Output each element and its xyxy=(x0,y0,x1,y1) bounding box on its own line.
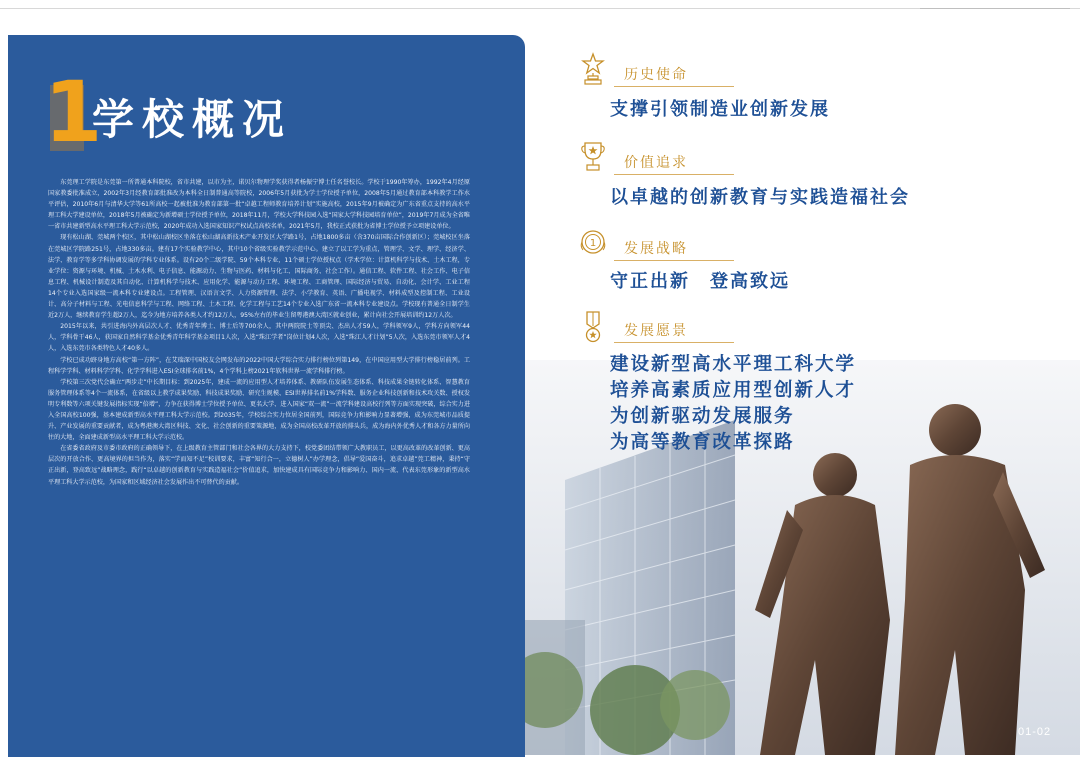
vision-line-2: 培养高素质应用型创新人才 xyxy=(610,380,857,401)
body-paragraph: 学校第三次党代会确立“两步走”中长期目标：到2025年，建成一流的应用型人才培养体系、教研队伍发展生态体系、科技成果全链转化体系、智慧教育服务管理体系等4个一流体系，在省级以上教学成果奖励、科技成果奖励、研究生规模、ESI世界排名前1%学科数、服务企业科技创新和技术攻关数、授权发明专利数等六项关键发展指标实现“倍增”，力争在获得博士学位授予单位、更名大学、进入国家“双一流”一流学科建设高校行列等方面实现突破，综合实力进入全国高校100强，基本建成新型高水平理工科大学示范校。到2035年，学校综合实力位居全国前列，国际竞争力和影响力显著增强，成为东莞城市品质提升、产业发展的重要贡献者，成为粤港澳大湾区科技、文化、社会创新的重要策源地，成为全国高校改革开放的排头兵，成为海内外优秀人才和各方力量所向往的大地，全面建成新型高水平理工科大学示范校。 xyxy=(48,378,470,442)
cup-star-icon xyxy=(580,140,606,174)
trophy-star-icon xyxy=(580,52,606,86)
section-divider xyxy=(614,174,734,175)
section-statement: 支撑引领制造业创新发展 xyxy=(610,99,830,120)
vision-line-4: 为高等教育改革探路 xyxy=(610,432,795,453)
body-paragraph: 在省委省政府及市委市政府的正确领导下，在上级教育主管部门和社会各界的大力支持下，校党委团结带领广大教职员工，以更高改革的改革创新、更高层次的开放合作、更高境界的担当作为，落实“学而知不足”校训要求，丰富“知行合一，立德树人”办学理念，倡导“爱国奋斗，追求卓越”莞工精神，秉持“守正出新，登高致远”战略理念，践行“以卓越的创新教育与实践造福社会”价值追求，加快建成具有国际竞争力和影响力、国内一流、代表东莞形象的新型高水平理工科大学示范校，为国家和区域经济社会发展作出不可替代的贡献。 xyxy=(48,445,470,486)
section-divider xyxy=(614,342,734,343)
section-divider xyxy=(614,86,734,87)
body-paragraph: 现有松山湖、莞城两个校区，其中松山湖校区坐落在松山湖高新技术产业开发区大学路1号，占地1800多亩（含370亩国际合作创新区）；莞城校区坐落在莞城区学院路251号，占地330多亩。建有17个实验教学中心，其中10个省级实验教学示范中心。建立了以工学为重点，管理学、文学、理学、经济学、法学、教育学等多学科协调发展的学科专业体系。设有20个二级学院、59个本科专业，11个硕士学位授权点（学术学位：计算机科学与技术、土木工程，专业学位：资源与环境、机械、土木水利、电子信息、能源动力、生物与医药、材料与化工、国际商务、社会工作）。通信工程、软件工程、社会工作、电子信息工程、机械设计制造及其自动化、计算机科学与技术、应用化学、能源与动力工程、环境工程、工商管理、国际经济与贸易、自动化、会计学、工业工程14个专业入选国家级一流本科专业建设点。工程管理、汉语言文学、人力资源管理、法学、小学教育、英语、广播电视学、材料成型及控制工程、工业设计、高分子材料与工程、光电信息科学与工程、网络工程、土木工程、化学工程与工艺14个专业入选广东省一流本科专业建设点。学校现有普通全日制学生近2万人，继续教育学生超2万人，迄今为地方培养各类人才约12万人，95%左右的毕业生留粤港澳大湾区就业创业，累计向社会开展培训约12万人次。 xyxy=(48,234,470,320)
body-paragraph: 2015年以来，共引进海内外高层次人才、优秀青年博士、博士后等700余人，其中两院院士等顶尖、杰出人才59人，学科领军9人，学科方向领军44人，学科骨干46人，获国家自然科学基金优秀青年科学基金项目1人次，入选“珠江学者”岗位计划4人次，入选“珠江人才计划”5人次，入选东莞市领军人才4人，入选东莞市各类特色人才40多人。 xyxy=(48,323,470,353)
section-divider xyxy=(614,260,734,261)
section-label: 历史使命 xyxy=(624,67,688,83)
section-statement: 守正出新 登高致远 xyxy=(610,271,790,292)
overview-body xyxy=(48,177,470,488)
top-rule xyxy=(0,8,1080,9)
body-paragraph: 学校已成功跻身地方高校“第一方阵”，在艾瑞深中国校友会网发布的2022中国大学综合实力排行榜位列第149，在中国应用型大学排行榜稳居前列。工程科学学科、材料科学学科、化学学科进入ESI全球排名前1%，4个学科上榜2021年软科世界一流学科排行榜。 xyxy=(48,356,470,375)
campus-photo-illustration xyxy=(525,360,1080,755)
section-label: 发展愿景 xyxy=(624,323,688,339)
vision-line-1: 建设新型高水平理工科大学 xyxy=(610,354,857,375)
body-paragraph: 东莞理工学院是东莞第一所普通本科院校，省市共建，以市为主，诺贝尔物理学奖获得者杨振宁博士任名誉校长。学校于1990年筹办，1992年4月经原国家教委批准成立，2002年3月经教育部批准改为本科全日制普通高等院校，2006年5月获批为学士学位授予单位，2008年5月通过教育部本科教学工作水平评估，2010年6月与清华大学等61所高校一起被批准为教育部第一批“卓越工程师教育培养计划”实施高校，2015年9月被确定为广东省重点支持的高水平理工科大学建设单位，2018年5月被确定为新增硕士学位授予单位，2018年11月，学校大学科技园入选“国家大学科技园培育单位”，2019年7月成为全省唯一省市共建新型高水平理工科大学示范校，2020年成功入选国家知识产权试点高校名单，2021年5月，我校正式获批为省博士学位授予立项建设单位。 xyxy=(48,179,470,231)
section-statement: 以卓越的创新教育与实践造福社会 xyxy=(610,187,910,208)
medal-one-icon xyxy=(580,228,606,262)
section-label: 价值追求 xyxy=(624,155,688,171)
vision-line-3: 为创新驱动发展服务 xyxy=(610,406,795,427)
section-number: 1 xyxy=(44,63,101,161)
section-title: 学校概况 xyxy=(92,95,293,144)
section-label: 发展战略 xyxy=(624,241,688,257)
svg-text:1: 1 xyxy=(589,238,597,249)
page-number: 01-02 xyxy=(1018,726,1052,738)
ribbon-star-icon xyxy=(580,310,606,344)
campus-photo xyxy=(525,360,1080,755)
top-rule-accent xyxy=(920,8,1070,9)
